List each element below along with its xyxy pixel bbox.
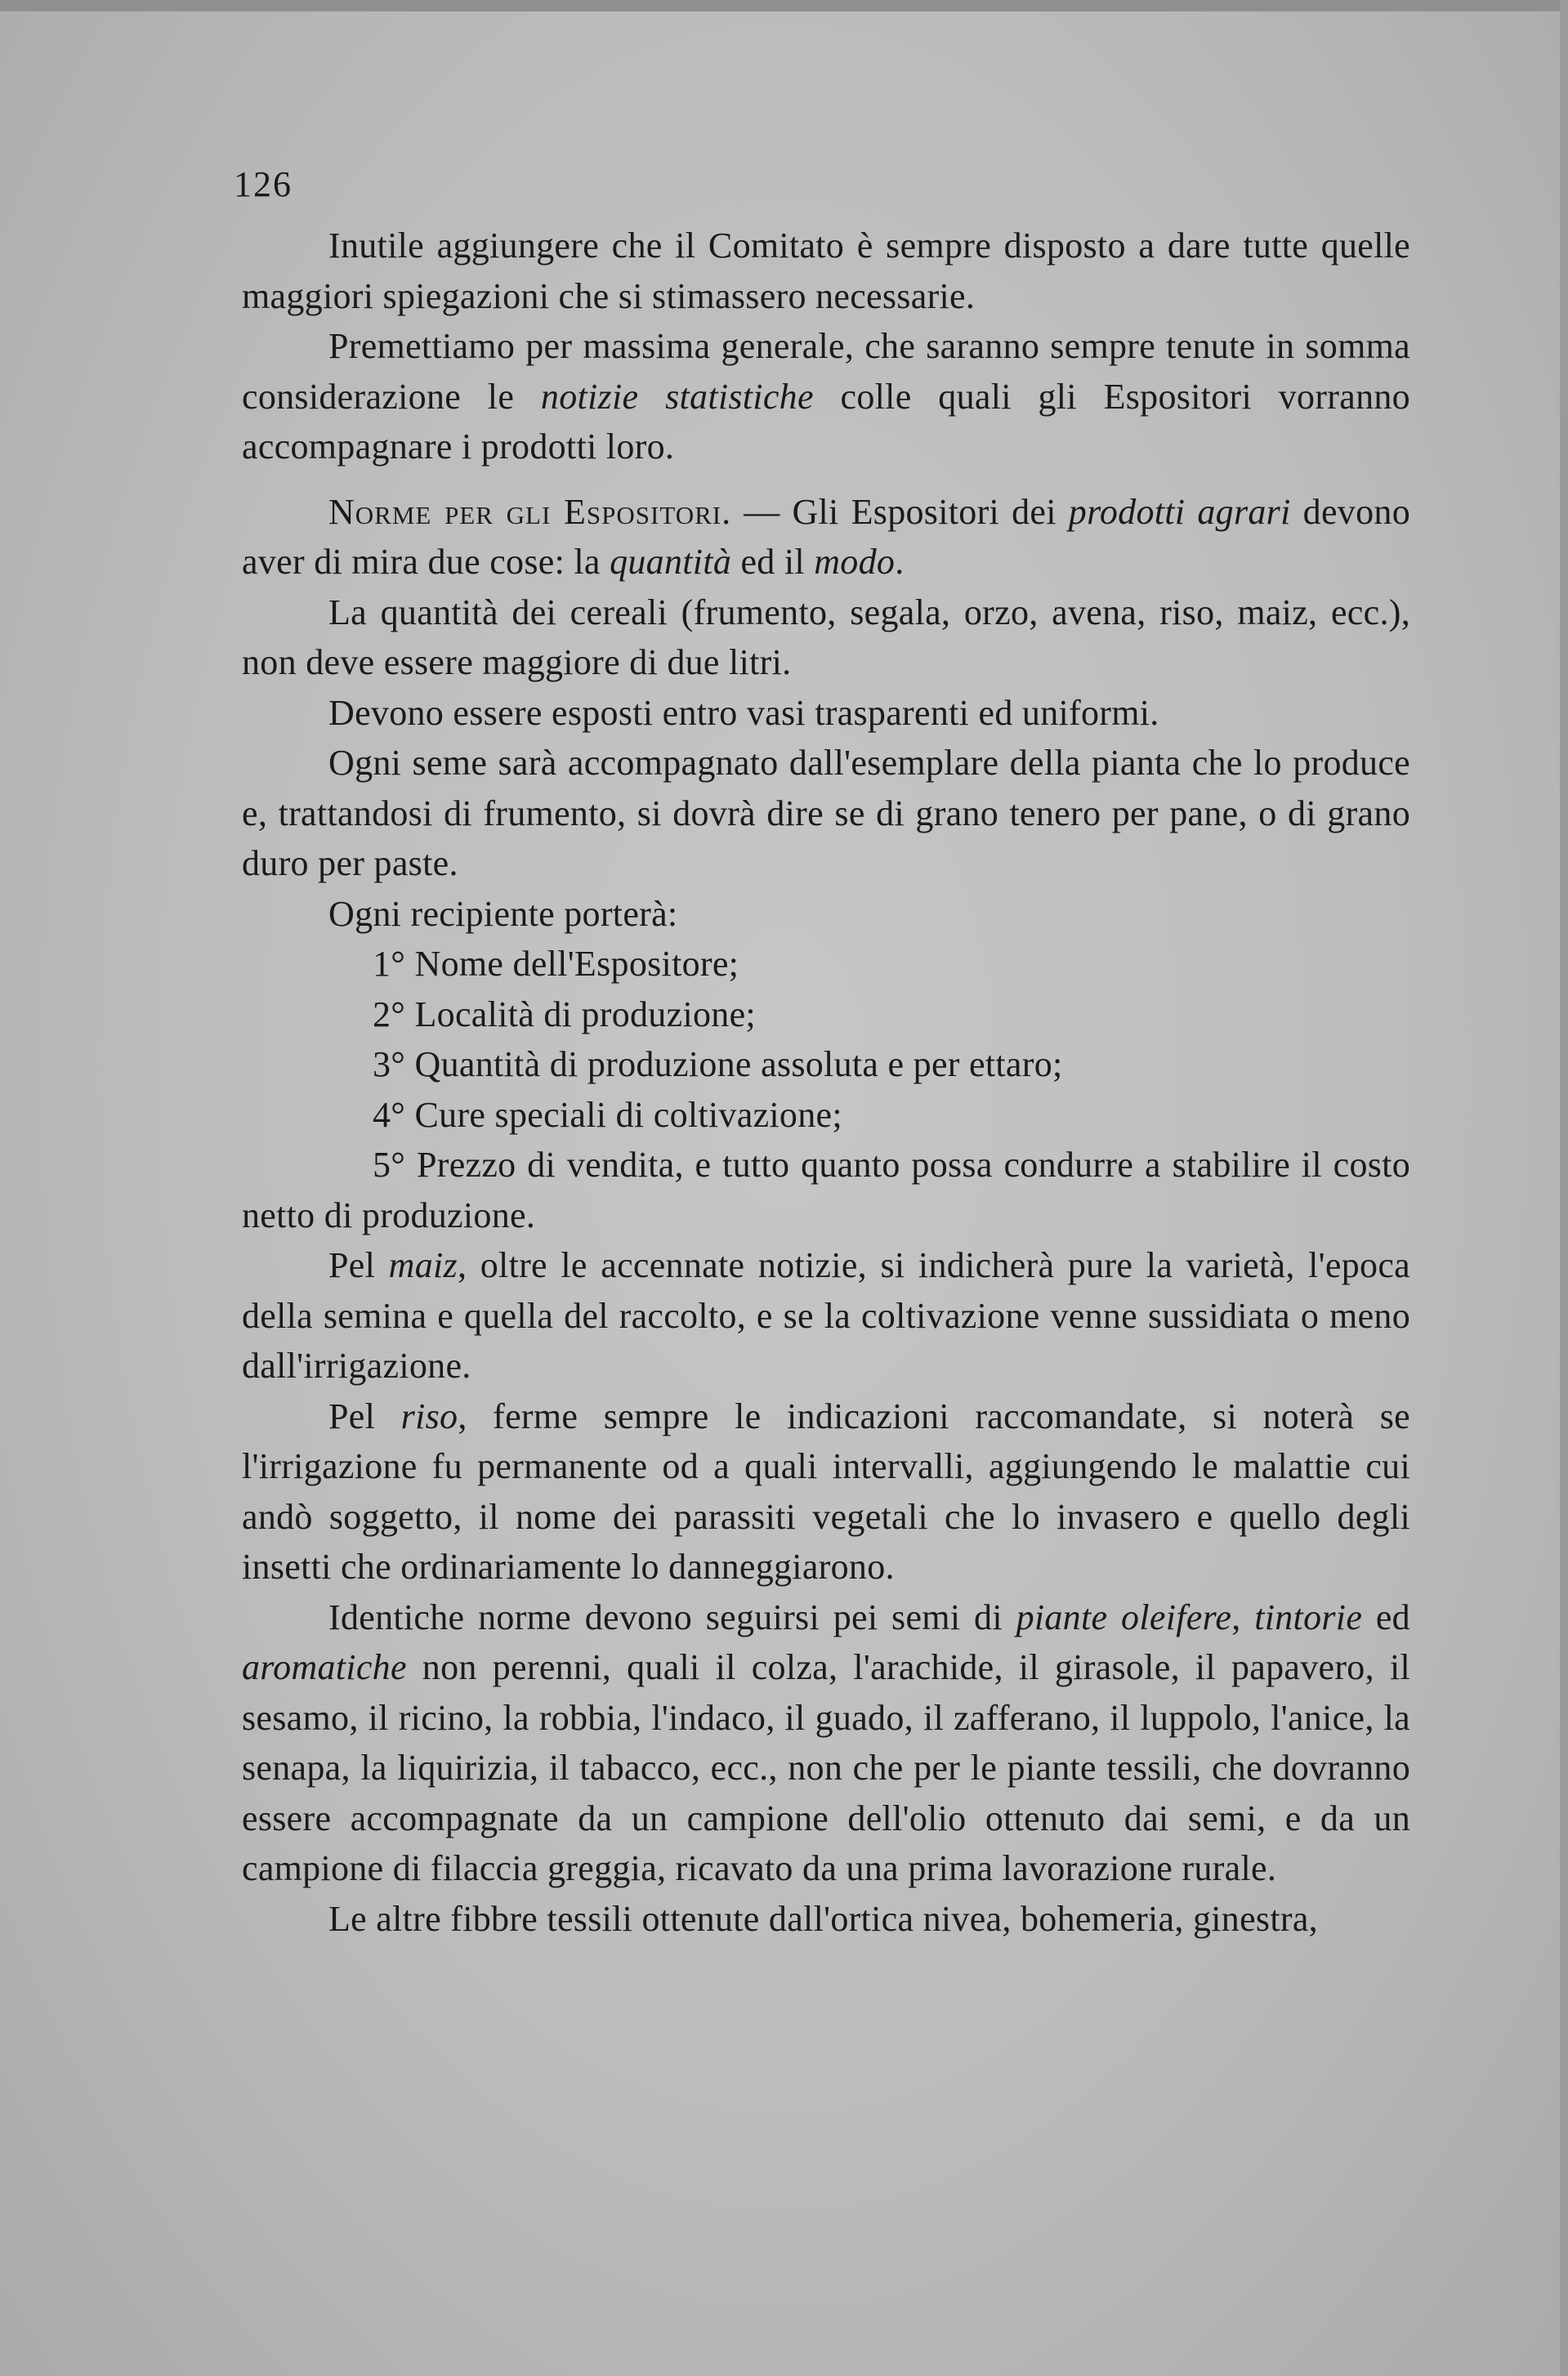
text-run: Pel — [328, 1396, 401, 1436]
scan-edge-right — [1560, 0, 1568, 2376]
text-run: ed il — [731, 542, 815, 582]
text-run: . — [895, 542, 905, 582]
emphasis-mode: modo — [814, 542, 896, 582]
text-run: Pel — [328, 1245, 389, 1285]
text-run: , oltre le accennate notizie, si indicherà pure la varietà, l'epoca della semina e quella del raccolto, e se la coltivazione venne sussidiata o meno dall'irrigazione. — [242, 1245, 1410, 1386]
paragraph-committee: Inutile aggiungere che il Comitato è sempre disposto a dare tutte quelle maggiori spiegazioni che si stimassero necessarie. — [242, 226, 1410, 316]
paragraph-oilseeds — [242, 1592, 1410, 1894]
page-number: 126 — [234, 164, 293, 204]
emphasis-statistics: notizie statistiche — [540, 376, 814, 417]
paragraph-vases: Devono essere esposti entro vasi trasparenti ed uniformi. — [328, 692, 1159, 733]
text-run: — Gli Espositori dei — [731, 491, 1069, 532]
list-item: 3° Quantità di produzione assoluta e per ettaro; — [373, 1044, 1063, 1084]
list-item: 1° Nome dell'Espositore; — [373, 944, 739, 984]
scan-edge-top — [0, 0, 1568, 11]
body-text — [242, 221, 1410, 1944]
emphasis-riso: riso — [400, 1396, 458, 1436]
section-heading: Norme per gli Espositori. — [328, 491, 732, 532]
list-item: 2° Località di produzione; — [373, 994, 756, 1034]
paragraph-seed: Ogni seme sarà accompagnato dall'esemplare della pianta che lo produce e, trattandosi di frumento, si dovrà dire se di grano tenero per pane, o di grano duro per paste. — [242, 743, 1410, 883]
text-run: , — [1231, 1597, 1255, 1637]
emphasis-maiz: maiz — [388, 1245, 458, 1285]
paragraph-fibres: Le altre fibbre tessili ottenute dall'ortica nivea, bohemeria, ginestra, — [328, 1898, 1318, 1939]
text-run: , ferme sempre le indicazioni raccomandate, si noterà se l'irrigazione fu permanente od a quali intervalli, aggiungendo le malattie cui andò soggetto, il nome dei parassiti vegetali che lo invasero e quello degli insetti che ordinariamente lo danneggiarono. — [242, 1396, 1410, 1587]
text-run: Identiche norme devono seguirsi pei semi di — [328, 1597, 1016, 1637]
paragraph-riso — [242, 1391, 1410, 1592]
paragraph-norms — [242, 487, 1410, 587]
paragraph-statistics — [242, 321, 1410, 472]
paragraph-cereals: La quantità dei cereali (frumento, segala, orzo, avena, riso, maiz, ecc.), non deve essere maggiore di due litri. — [242, 592, 1410, 682]
text-run: colle quali gli Espositori vorranno accompagnare i prodotti loro. — [242, 376, 1410, 467]
text-run: Premettiamo per massima generale, che saranno sempre tenute in somma considerazione le — [242, 326, 1410, 417]
emphasis-quantity: quantità — [610, 542, 732, 582]
text-run: devono aver di mira due cose: la — [242, 491, 1410, 582]
paragraph-maiz — [242, 1240, 1410, 1391]
text-run: non perenni, quali il colza, l'arachide, il girasole, il papavero, il sesamo, il ricino, la robbia, l'indaco, il guado, il zafferano, il luppolo, l'anice, la senapa, la liquirizia, il tabacco, ecc., non che per le piante tessili, che dovranno essere accompagnate da un campione dell'olio ottenuto dai semi, e da un campione di filaccia greggia, ricavato da una prima lavorazione rurale. — [242, 1647, 1410, 1888]
emphasis-oleifere: piante oleifere — [1016, 1597, 1232, 1637]
list-item: 5° Prezzo di vendita, e tutto quanto possa condurre a stabilire il costo netto di produzione. — [242, 1145, 1410, 1235]
emphasis-products: prodotti agrari — [1068, 491, 1291, 532]
emphasis-tintorie: tintorie — [1254, 1597, 1363, 1637]
paragraph-container: Ogni recipiente porterà: — [328, 893, 678, 934]
text-run: ed — [1362, 1597, 1410, 1637]
emphasis-aromatiche: aromatiche — [242, 1647, 407, 1687]
list-item: 4° Cure speciali di coltivazione; — [373, 1094, 842, 1135]
